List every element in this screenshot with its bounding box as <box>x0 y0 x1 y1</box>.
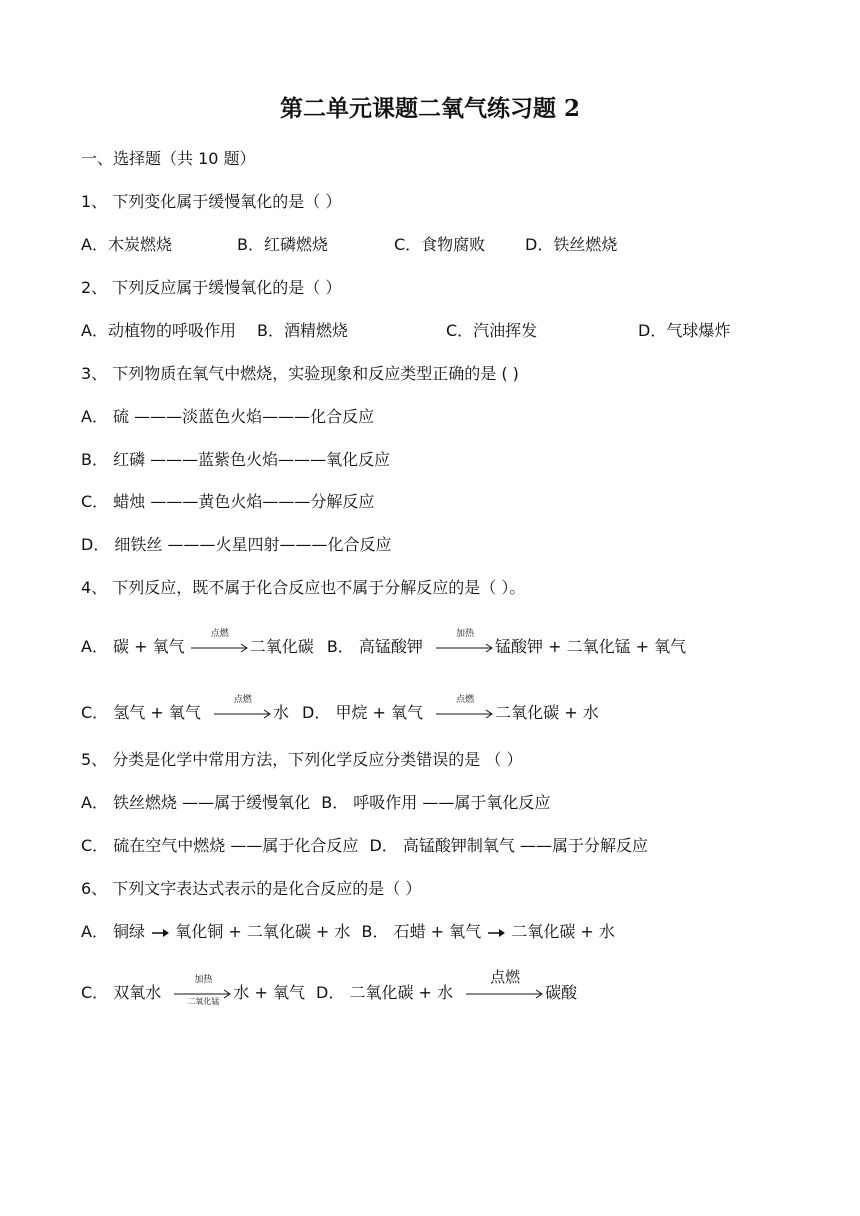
option-b: B．酒精燃烧 <box>257 321 348 340</box>
condition-label: 点燃 <box>490 967 521 986</box>
condition-label: 点燃 <box>233 694 252 705</box>
option-d: D．气球爆炸 <box>638 321 731 340</box>
option-d: D．铁丝燃烧 <box>525 235 618 254</box>
question-3-option-a: A． 硫 ———淡蓝色火焰———化合反应 <box>81 407 375 426</box>
question-1-stem: 1、 下列变化属于缓慢氧化的是（ ） <box>81 192 342 211</box>
question-4-stem: 4、 下列反应，既不属于化合反应也不属于分解反应的是（ ）。 <box>81 578 526 597</box>
option-d-reactants: D． 二氧化碳 + 水 <box>316 983 454 1002</box>
option-d: D． 高锰酸钾制氧气 ——属于分解反应 <box>369 836 648 855</box>
option-c-arrow <box>174 974 232 1006</box>
condition-label: 点燃 <box>210 628 229 639</box>
reaction-arrow-icon <box>436 642 494 654</box>
short-arrow-icon <box>486 927 506 939</box>
reaction-arrow-icon <box>191 642 249 654</box>
option-d-products: 二氧化碳 + 水 <box>495 703 599 722</box>
question-6-stem: 6、 下列文字表达式表示的是化合反应的是（ ） <box>81 879 422 898</box>
question-6-options-ab <box>81 921 615 943</box>
option-a-arrow <box>191 628 249 659</box>
option-a: A． 铁丝燃烧 ——属于缓慢氧化 <box>81 793 311 812</box>
option-c-reactants: C． 双氧水 <box>81 983 162 1002</box>
option-c: C．食物腐败 <box>394 235 486 254</box>
option-c-products: 水 <box>272 703 289 722</box>
reaction-arrow-icon <box>436 708 494 720</box>
option-c-arrow <box>214 694 272 725</box>
question-3-option-c: C． 蜡烛 ———黄色火焰———分解反应 <box>81 492 375 511</box>
option-c-products: 水 + 氧气 <box>233 983 305 1002</box>
option-d-products: 碳酸 <box>545 983 578 1002</box>
option-a-products: 二氧化碳 <box>249 637 314 656</box>
option-b-reactants: B． 石蜡 + 氧气 <box>361 922 482 941</box>
option-a-reactants: A． 铜绿 <box>81 922 146 941</box>
question-4-options-cd <box>81 694 599 725</box>
reaction-arrow-icon <box>466 988 544 1000</box>
option-b: B．红磷燃烧 <box>237 235 328 254</box>
option-c-reactants: C． 氢气 + 氧气 <box>81 703 201 722</box>
question-5-options-cd <box>81 835 648 857</box>
section-heading: 一、选择题（共 10 题） <box>81 149 256 168</box>
reaction-arrow-icon <box>214 708 272 720</box>
question-6-options-cd <box>81 967 578 1006</box>
option-b-products: 锰酸钾 + 二氧化锰 + 氧气 <box>495 637 687 656</box>
condition-label: 加热 <box>455 628 474 639</box>
option-a-products: 氧化铜 + 二氧化碳 + 水 <box>175 922 351 941</box>
catalyst-label: 二氧化锰 <box>187 996 220 1006</box>
option-d-reactants: D． 甲烷 + 氧气 <box>302 703 424 722</box>
option-b-arrow <box>436 628 494 659</box>
option-b: B． 呼吸作用 ——属于氧化反应 <box>321 793 551 812</box>
option-b-products: 二氧化碳 + 水 <box>511 922 615 941</box>
option-d-arrow <box>466 967 544 1005</box>
condition-label: 点燃 <box>456 694 475 705</box>
question-2-stem: 2、 下列反应属于缓慢氧化的是（ ） <box>81 278 342 297</box>
page-title: 第二单元课题二氧气练习题 2 <box>279 95 580 122</box>
question-5-options-ab <box>81 792 550 814</box>
question-4-options-ab <box>81 628 687 659</box>
option-a: A．动植物的呼吸作用 <box>81 321 236 340</box>
question-3-stem: 3、 下列物质在氧气中燃烧，实验现象和反应类型正确的是 ( ) <box>81 364 519 383</box>
option-c: C． 硫在空气中燃烧 ——属于化合反应 <box>81 836 359 855</box>
question-3-option-d: D． 细铁丝 ———火星四射———化合反应 <box>81 535 392 554</box>
question-5-stem: 5、 分类是化学中常用方法，下列化学反应分类错误的是 （ ） <box>81 750 523 769</box>
short-arrow-icon <box>150 927 170 939</box>
condition-label: 加热 <box>194 974 213 985</box>
option-a: A．木炭燃烧 <box>81 235 172 254</box>
option-a-reactants: A． 碳 + 氧气 <box>81 637 185 656</box>
option-d-arrow <box>436 694 494 725</box>
option-b-reactants: B． 高锰酸钾 <box>326 637 423 656</box>
question-3-option-b: B． 红磷 ———蓝紫色火焰———氧化反应 <box>81 450 391 469</box>
option-c: C．汽油挥发 <box>446 321 538 340</box>
